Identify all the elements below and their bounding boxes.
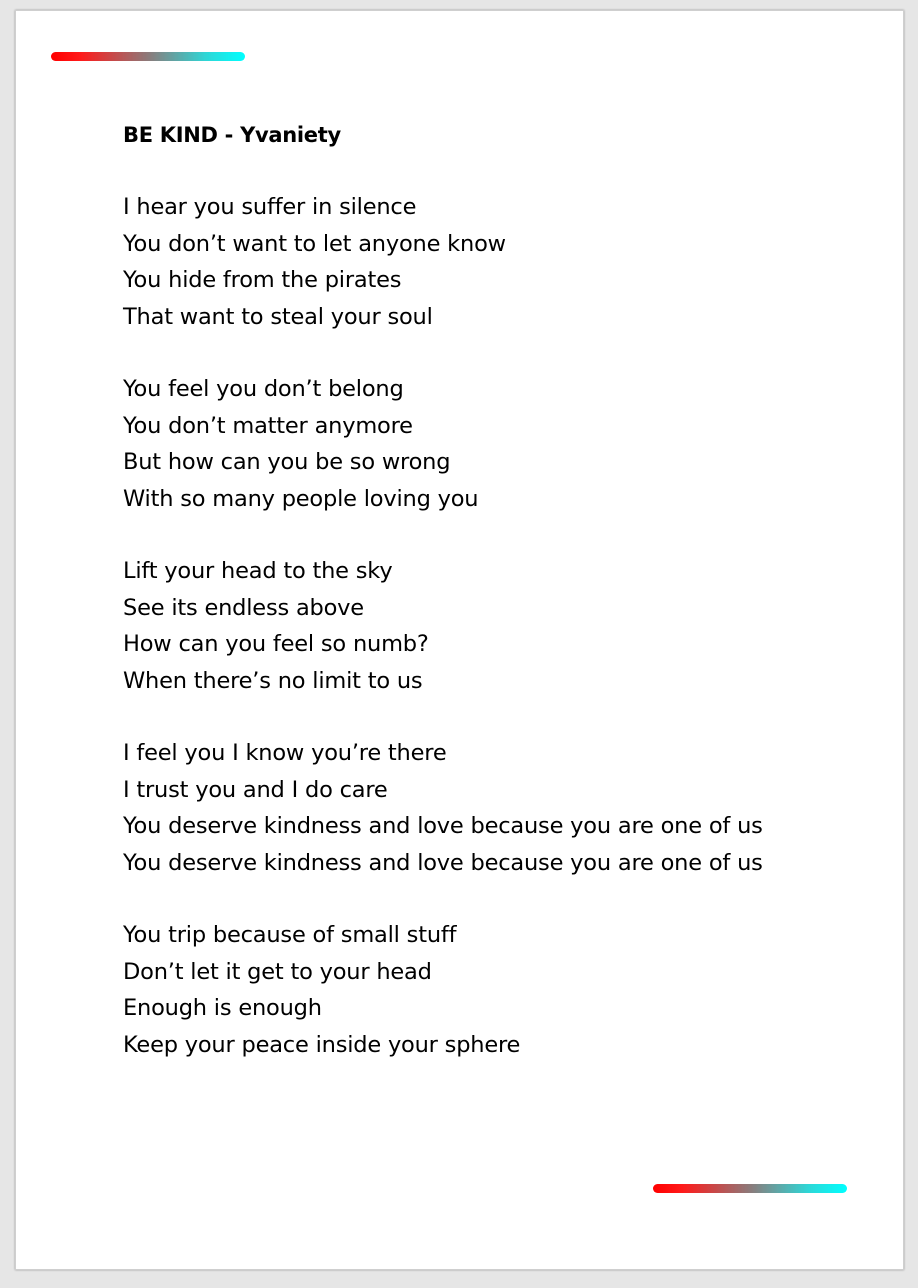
poem-line: With so many people loving you: [123, 485, 479, 512]
poem-content: [123, 117, 813, 1099]
bottom-accent-bar: [653, 1184, 847, 1193]
poem-line: You don’t want to let anyone know: [123, 230, 506, 257]
poem-line: But how can you be so wrong: [123, 449, 451, 475]
poem-line: I feel you I know you’re there: [123, 740, 447, 766]
poem-line: You trip because of small stuff: [123, 922, 457, 948]
poem-line: Enough is enough: [123, 995, 322, 1021]
poem-line: That want to steal your soul: [123, 303, 433, 330]
poem-line: You feel you don’t belong: [123, 376, 404, 402]
poem-line: How can you feel so numb?: [123, 631, 429, 657]
stanza-2: [123, 371, 813, 517]
poem-line: You don’t matter anymore: [123, 412, 413, 439]
poem-line: Don’t let it get to your head: [123, 958, 432, 985]
stanza-1: [123, 189, 813, 335]
stanza-4: [123, 735, 813, 881]
document-page: [15, 10, 904, 1270]
stanza-3: [123, 553, 813, 699]
stanza-5: [123, 917, 813, 1063]
poem-line: You deserve kindness and love because you are one of us: [123, 813, 763, 839]
poem-line: Keep your peace inside your sphere: [123, 1031, 521, 1058]
poem-line: I trust you and I do care: [123, 776, 388, 803]
poem-line: When there’s no limit to us: [123, 667, 423, 694]
poem-title: BE KIND - Yvaniety: [123, 123, 341, 147]
poem-line: See its endless above: [123, 594, 364, 621]
poem-line: You hide from the pirates: [123, 267, 402, 293]
poem-line: Lift your head to the sky: [123, 558, 393, 584]
top-accent-bar: [51, 52, 245, 61]
poem-line: You deserve kindness and love because you are one of us: [123, 849, 763, 876]
poem-line: I hear you suffer in silence: [123, 194, 417, 220]
